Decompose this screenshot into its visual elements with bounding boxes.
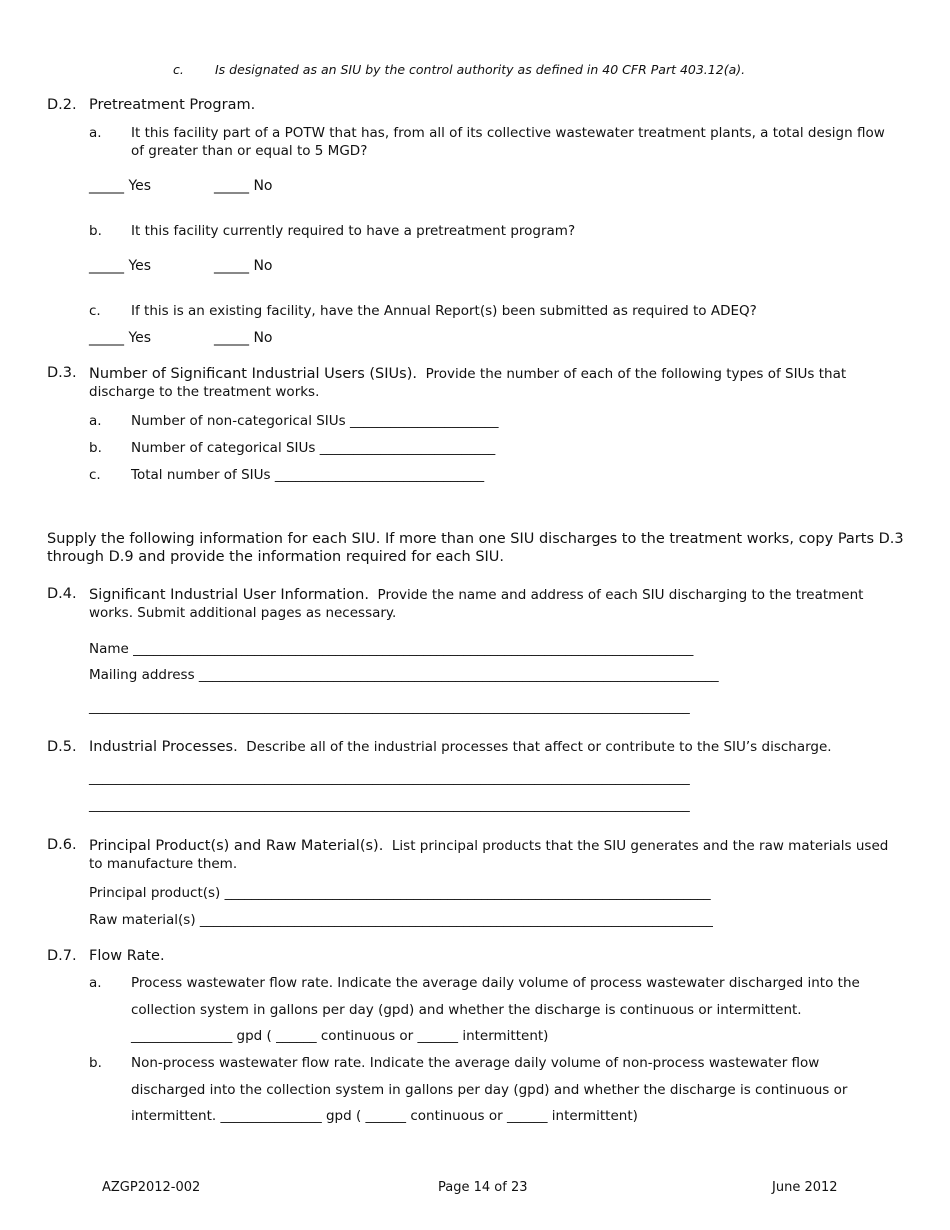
section-paragraph-d5: [89, 739, 832, 755]
section-title-d3: Number of Significant Industrial Users (SIUs).: [89, 366, 417, 382]
supply-instructions: Supply the following information for each SIU. If more than one SIU discharges to the treatment works, copy Parts D.3 through D.9 and provide the information required for each SIU.: [47, 531, 904, 565]
industrial-process-line[interactable]: _________________________________________________________________________________________: [89, 770, 690, 786]
item-text: Is designated as an SIU by the control authority as defined in 40 CFR Part 403.12(a).: [215, 62, 746, 77]
item-letter: a.: [89, 125, 102, 141]
question-text: It this facility part of a POTW that has, from all of its collective wastewater treatment plants, a total design flow of greater than or equal to 5 MGD?: [131, 125, 885, 159]
yes-option[interactable]: _____ Yes: [89, 330, 152, 346]
item-letter: c.: [89, 467, 101, 483]
no-option[interactable]: _____ No: [214, 258, 273, 274]
non-categorical-siu-field[interactable]: Number of non-categorical SIUs ______________________: [131, 413, 499, 429]
total-siu-field[interactable]: Total number of SIUs _______________________________: [131, 467, 485, 483]
item-letter: c.: [173, 62, 184, 77]
section-number-d7: D.7.: [47, 948, 77, 964]
raw-material-field[interactable]: Raw material(s) ____________________________________________________________________________: [89, 912, 713, 928]
question-text: It this facility currently required to have a pretreatment program?: [131, 223, 576, 239]
flow-rate-text: discharged into the collection system in gallons per day (gpd) and whether the discharge is continuous or: [131, 1082, 848, 1098]
question-text: If this is an existing facility, have the Annual Report(s) been submitted as required to ADEQ?: [131, 303, 757, 319]
yes-option[interactable]: _____ Yes: [89, 178, 152, 194]
no-option[interactable]: _____ No: [214, 178, 273, 194]
item-letter: a.: [89, 413, 102, 429]
item-letter: b.: [89, 223, 102, 239]
item-letter: a.: [89, 975, 102, 991]
section-desc: Describe all of the industrial processes that affect or contribute to the SIU’s discharge.: [246, 739, 832, 755]
footer-document-id: AZGP2012-002: [102, 1180, 201, 1195]
siu-name-field[interactable]: Name ___________________________________________________________________________________: [89, 641, 694, 657]
section-title-d2: Pretreatment Program.: [89, 97, 256, 113]
flow-rate-text: Process wastewater flow rate. Indicate the average daily volume of process wastewater discharged into the: [131, 975, 860, 991]
item-letter: b.: [89, 1055, 102, 1071]
section-desc: Provide the number of each of the following types of SIUs that discharge to the treatment works.: [89, 366, 847, 400]
section-number-d6: D.6.: [47, 837, 77, 853]
no-option[interactable]: _____ No: [214, 330, 273, 346]
section-number-d2: D.2.: [47, 97, 77, 113]
section-paragraph-d4: [89, 586, 899, 622]
section-paragraph-d3: [89, 365, 879, 401]
footer-date: June 2012: [772, 1180, 838, 1195]
item-letter: c.: [89, 303, 101, 319]
flow-rate-text: Non-process wastewater flow rate. Indicate the average daily volume of non-process wastewater flow: [131, 1055, 820, 1071]
process-flow-field[interactable]: _______________ gpd ( ______ continuous or ______ intermittent): [131, 1028, 549, 1044]
mailing-address-line-2[interactable]: _________________________________________________________________________________________: [89, 699, 690, 715]
categorical-siu-field[interactable]: Number of categorical SIUs __________________________: [131, 440, 496, 456]
section-title-d5: Industrial Processes.: [89, 739, 238, 755]
non-process-flow-field[interactable]: intermittent. _______________ gpd ( ______ continuous or ______ intermittent): [131, 1108, 638, 1124]
section-desc: List principal products that the SIU generates and the raw materials used to manufacture them.: [89, 838, 889, 872]
yes-option[interactable]: _____ Yes: [89, 258, 152, 274]
item-letter: b.: [89, 440, 102, 456]
mailing-address-field[interactable]: Mailing address _____________________________________________________________________________: [89, 667, 719, 683]
footer-page-number: Page 14 of 23: [438, 1180, 528, 1195]
flow-rate-text: collection system in gallons per day (gpd) and whether the discharge is continuous or intermittent.: [131, 1002, 802, 1018]
section-number-d4: D.4.: [47, 586, 77, 602]
section-title-d7: Flow Rate.: [89, 948, 165, 964]
principal-product-field[interactable]: Principal product(s) ________________________________________________________________________: [89, 885, 711, 901]
section-number-d5: D.5.: [47, 739, 77, 755]
section-title-d6: Principal Product(s) and Raw Material(s).: [89, 838, 384, 854]
section-number-d3: D.3.: [47, 365, 77, 381]
section-title-d4: Significant Industrial User Information.: [89, 587, 369, 603]
section-desc: Provide the name and address of each SIU discharging to the treatment works. Submit additional pages as necessary.: [89, 587, 864, 621]
section-paragraph-d6: [89, 837, 904, 873]
industrial-process-line[interactable]: _________________________________________________________________________________________: [89, 797, 690, 813]
